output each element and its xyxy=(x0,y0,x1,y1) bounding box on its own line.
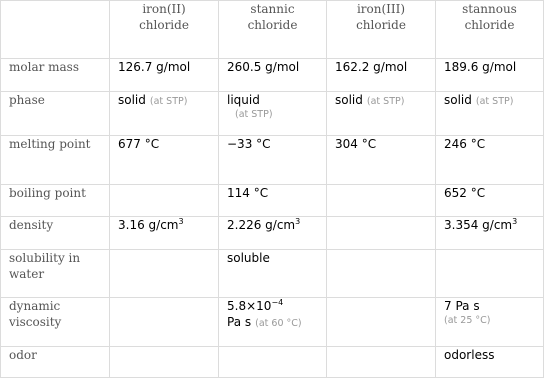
condition-note: (at 60 °C) xyxy=(255,318,302,329)
row-label: solubility in water xyxy=(1,250,110,298)
table-cell: 189.6 g/mol xyxy=(436,59,544,92)
table-cell xyxy=(436,217,544,250)
table-cell xyxy=(436,250,544,298)
condition-note: (at STP) xyxy=(235,109,273,120)
column-header-stannic-chloride: stannic chloride xyxy=(219,1,327,59)
table-cell xyxy=(327,250,436,298)
row-label: dynamic viscosity xyxy=(1,298,110,347)
table-cell: 126.7 g/mol xyxy=(110,59,219,92)
table-cell xyxy=(436,92,544,136)
table-row-odor xyxy=(1,347,544,378)
column-header-iron-iii-chloride: iron(III) chloride xyxy=(327,1,436,59)
table-cell xyxy=(110,347,219,378)
table-cell xyxy=(327,92,436,136)
table-cell xyxy=(436,298,544,347)
table-cell xyxy=(219,217,327,250)
phase-value: solid xyxy=(118,93,146,107)
table-row-solubility xyxy=(1,250,544,298)
viscosity-exponent: −4 xyxy=(271,298,284,307)
viscosity-value: 7 Pa s xyxy=(444,299,480,313)
table-row-viscosity xyxy=(1,298,544,347)
corner-cell xyxy=(1,1,110,59)
condition-note: (at STP) xyxy=(475,96,514,107)
table-cell xyxy=(219,347,327,378)
row-label: phase xyxy=(1,92,110,136)
table-row-molar-mass xyxy=(1,59,544,92)
times-sign: × xyxy=(246,299,257,313)
table-cell: 162.2 g/mol xyxy=(327,59,436,92)
table-cell xyxy=(327,298,436,347)
phase-value: liquid xyxy=(227,93,260,107)
density-value: 3.354 g/cm xyxy=(444,218,513,232)
density-value: 2.226 g/cm xyxy=(227,218,296,232)
table-cell xyxy=(219,92,327,136)
table-cell: 677 °C xyxy=(110,136,219,185)
condition-note: (at 25 °C) xyxy=(444,315,491,326)
table-cell: soluble xyxy=(219,250,327,298)
viscosity-base: 10 xyxy=(256,299,272,313)
table-cell xyxy=(327,217,436,250)
density-exponent: 3 xyxy=(512,217,518,226)
density-exponent: 3 xyxy=(295,217,301,226)
table-cell xyxy=(327,185,436,217)
table-cell xyxy=(110,250,219,298)
viscosity-unit: Pa s xyxy=(227,315,252,329)
table-cell xyxy=(110,92,219,136)
phase-value: solid xyxy=(335,93,363,107)
table-cell: 652 °C xyxy=(436,185,544,217)
row-label: molar mass xyxy=(1,59,110,92)
table-cell: 246 °C xyxy=(436,136,544,185)
table-cell xyxy=(110,298,219,347)
table-cell xyxy=(219,298,327,347)
condition-note: (at STP) xyxy=(149,96,188,107)
table-row-boiling-point xyxy=(1,185,544,217)
table-cell: 260.5 g/mol xyxy=(219,59,327,92)
row-label: boiling point xyxy=(1,185,110,217)
table-cell: 304 °C xyxy=(327,136,436,185)
density-exponent: 3 xyxy=(178,217,184,226)
table-cell xyxy=(110,185,219,217)
row-label: density xyxy=(1,217,110,250)
row-label: melting point xyxy=(1,136,110,185)
density-value: 3.16 g/cm xyxy=(118,218,179,232)
table-cell: 114 °C xyxy=(219,185,327,217)
row-label: odor xyxy=(1,347,110,378)
condition-note: (at STP) xyxy=(366,96,405,107)
viscosity-mantissa: 5.8 xyxy=(227,299,247,313)
table-row-density xyxy=(1,217,544,250)
table-cell xyxy=(110,217,219,250)
phase-value: solid xyxy=(444,93,472,107)
table-cell: odorless xyxy=(436,347,544,378)
table-row-melting-point xyxy=(1,136,544,185)
column-header-iron-ii-chloride: iron(II) chloride xyxy=(110,1,219,59)
header-row xyxy=(1,1,544,59)
table-row-phase xyxy=(1,92,544,136)
column-header-stannous-chloride: stannous chloride xyxy=(436,1,544,59)
table-cell xyxy=(327,347,436,378)
table-cell: −33 °C xyxy=(219,136,327,185)
